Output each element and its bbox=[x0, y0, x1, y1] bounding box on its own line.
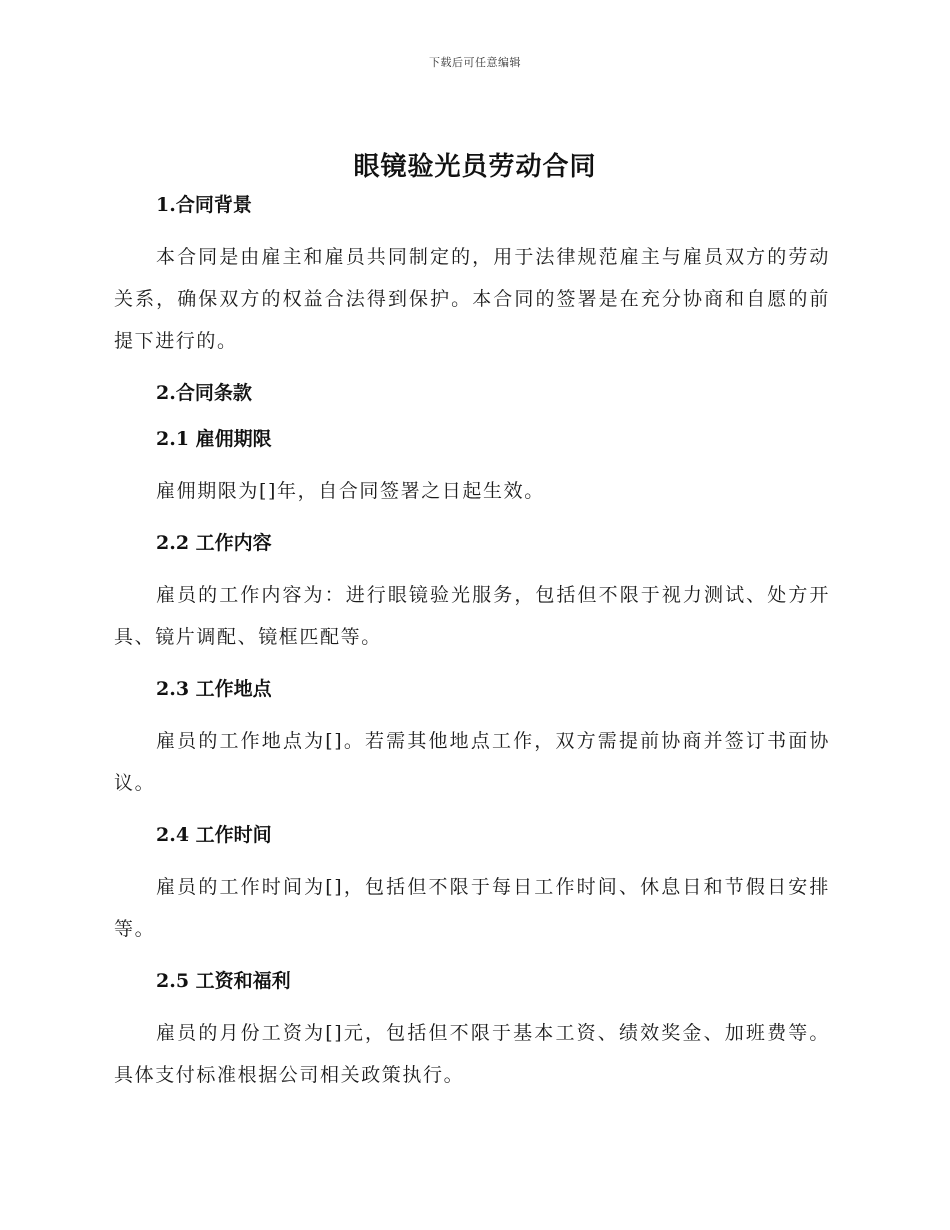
section-paragraph-work-hours: 雇员的工作时间为[]，包括但不限于每日工作时间、休息日和节假日安排等。 bbox=[114, 876, 830, 940]
section-heading-salary-benefits: 2.5 工资和福利 bbox=[156, 970, 291, 992]
section-paragraph-job-content: 雇员的工作内容为：进行眼镜验光服务，包括但不限于视力测试、处方开具、镜片调配、镜框匹配等。 bbox=[114, 584, 830, 648]
page-header-note: 下载后可任意编辑 bbox=[429, 56, 521, 69]
section-paragraph-work-location: 雇员的工作地点为[]。若需其他地点工作，双方需提前协商并签订书面协议。 bbox=[114, 730, 830, 794]
section-paragraph-term-duration: 雇佣期限为[]年，自合同签署之日起生效。 bbox=[156, 480, 545, 502]
section-heading-work-location: 2.3 工作地点 bbox=[156, 678, 272, 700]
section-heading-job-content: 2.2 工作内容 bbox=[156, 532, 272, 554]
section-heading-terms: 2.合同条款 bbox=[156, 382, 252, 404]
section-heading-background: 1.合同背景 bbox=[156, 194, 252, 216]
section-paragraph-salary-benefits: 雇员的月份工资为[]元，包括但不限于基本工资、绩效奖金、加班费等。具体支付标准根据公司相关政策执行。 bbox=[114, 1022, 830, 1086]
section-heading-work-hours: 2.4 工作时间 bbox=[156, 824, 272, 846]
document-body bbox=[114, 190, 830, 1096]
section-heading-term-duration: 2.1 雇佣期限 bbox=[156, 428, 272, 450]
section-paragraph-background: 本合同是由雇主和雇员共同制定的，用于法律规范雇主与雇员双方的劳动关系，确保双方的权益合法得到保护。本合同的签署是在充分协商和自愿的前提下进行的。 bbox=[114, 246, 830, 352]
document-title: 眼镜验光员劳动合同 bbox=[353, 152, 597, 182]
